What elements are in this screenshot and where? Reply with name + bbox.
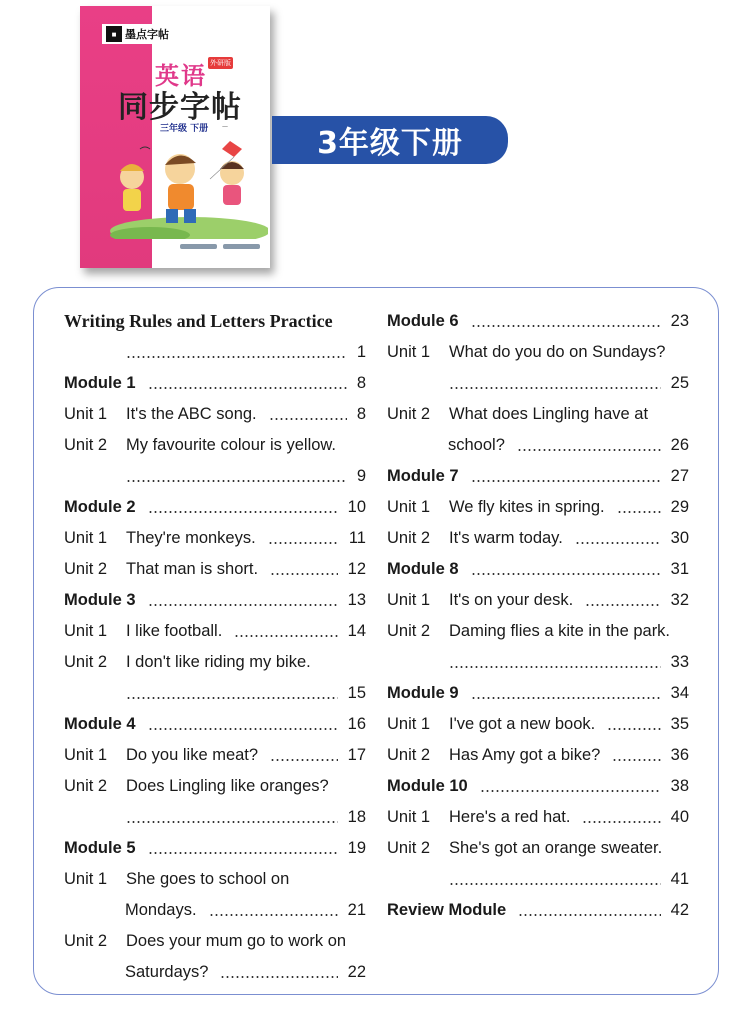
entry-title: Does Lingling like oranges? bbox=[126, 777, 329, 795]
leader-dots bbox=[471, 306, 661, 337]
section-title: Module 1 bbox=[64, 374, 136, 392]
toc-entry bbox=[64, 833, 366, 864]
publisher-logos bbox=[180, 244, 260, 250]
leader-dots bbox=[126, 678, 338, 709]
leader-dots bbox=[449, 647, 661, 678]
toc-entry bbox=[64, 461, 366, 492]
page-number: 19 bbox=[347, 839, 366, 857]
cover-title-line1: 英语 bbox=[155, 62, 207, 90]
page-number: 15 bbox=[347, 684, 366, 702]
toc-entry bbox=[64, 430, 366, 461]
toc-entry bbox=[387, 492, 689, 523]
page-number: 1 bbox=[356, 343, 366, 361]
toc-entry bbox=[387, 461, 689, 492]
unit-label: Unit 2 bbox=[64, 560, 108, 578]
page-number: 11 bbox=[348, 529, 366, 547]
leader-dots bbox=[585, 585, 660, 616]
entry-title: It's on your desk. bbox=[449, 591, 574, 609]
toc-entry bbox=[64, 926, 366, 957]
brand-name: 墨点字帖 bbox=[125, 28, 169, 41]
page-number: 26 bbox=[670, 436, 689, 454]
section-title: Module 2 bbox=[64, 498, 136, 516]
leader-dots bbox=[126, 461, 347, 492]
page-number: 30 bbox=[670, 529, 689, 547]
entry-title: Has Amy got a bike? bbox=[449, 746, 601, 764]
entry-title: Do you like meat? bbox=[126, 746, 259, 764]
toc-entry bbox=[387, 523, 689, 554]
leader-dots bbox=[126, 337, 347, 368]
unit-label: Unit 1 bbox=[387, 498, 431, 516]
section-title: Review Module bbox=[387, 901, 507, 919]
unit-label: Unit 2 bbox=[64, 436, 108, 454]
page-number: 8 bbox=[356, 405, 366, 423]
toc-entry bbox=[387, 647, 689, 678]
entry-title: It's the ABC song. bbox=[126, 405, 257, 423]
unit-label: Unit 2 bbox=[387, 529, 431, 547]
toc-entry bbox=[64, 771, 366, 802]
toc-entry bbox=[64, 306, 366, 337]
unit-label: Unit 2 bbox=[387, 746, 431, 764]
entry-title: She goes to school on bbox=[126, 870, 290, 888]
brand bbox=[102, 24, 173, 44]
page-number: 17 bbox=[347, 746, 366, 764]
toc-column-left bbox=[64, 288, 366, 988]
page-number: 18 bbox=[347, 808, 366, 826]
leader-dots bbox=[612, 740, 660, 771]
unit-label: Unit 1 bbox=[387, 808, 431, 826]
unit-label: Unit 2 bbox=[387, 405, 431, 423]
toc-entry bbox=[64, 368, 366, 399]
leader-dots bbox=[575, 523, 661, 554]
entry-title-continued: Mondays. bbox=[125, 901, 197, 919]
leader-dots bbox=[449, 368, 661, 399]
entry-title: We fly kites in spring. bbox=[449, 498, 605, 516]
toc-entry bbox=[64, 647, 366, 678]
leader-dots bbox=[148, 833, 338, 864]
leader-dots bbox=[148, 492, 338, 523]
toc-entry bbox=[387, 368, 689, 399]
leader-dots bbox=[471, 461, 661, 492]
entry-title: I've got a new book. bbox=[449, 715, 596, 733]
entry-title-continued: Saturdays? bbox=[125, 963, 209, 981]
toc-entry bbox=[64, 492, 366, 523]
page-number: 9 bbox=[356, 467, 366, 485]
entry-title: What does Lingling have at bbox=[449, 405, 649, 423]
page-number: 33 bbox=[670, 653, 689, 671]
toc-entry bbox=[387, 678, 689, 709]
page-number: 32 bbox=[670, 591, 689, 609]
toc-entry bbox=[387, 430, 689, 461]
toc-entry bbox=[64, 616, 366, 647]
toc-entry bbox=[387, 771, 689, 802]
unit-label: Unit 1 bbox=[64, 746, 108, 764]
leader-dots bbox=[270, 554, 338, 585]
section-title: Module 8 bbox=[387, 560, 459, 578]
cover-illustration bbox=[110, 139, 268, 239]
toc-entry bbox=[64, 523, 366, 554]
unit-label: Unit 1 bbox=[387, 715, 431, 733]
page-number: 13 bbox=[347, 591, 366, 609]
toc-entry bbox=[64, 709, 366, 740]
toc-entry bbox=[64, 585, 366, 616]
toc-entry bbox=[64, 957, 366, 988]
section-title: Module 5 bbox=[64, 839, 136, 857]
page-number: 34 bbox=[670, 684, 689, 702]
toc-entry bbox=[387, 306, 689, 337]
section-title: Module 4 bbox=[64, 715, 136, 733]
toc-entry bbox=[387, 337, 689, 368]
page-number: 41 bbox=[670, 870, 689, 888]
page-number: 35 bbox=[670, 715, 689, 733]
toc-entry bbox=[387, 833, 689, 864]
toc-entry bbox=[387, 709, 689, 740]
leader-dots bbox=[270, 740, 338, 771]
page-number: 23 bbox=[670, 312, 689, 330]
toc-entry bbox=[387, 399, 689, 430]
leader-dots bbox=[148, 709, 338, 740]
leader-dots bbox=[617, 492, 661, 523]
leader-dots bbox=[607, 709, 660, 740]
page-number: 38 bbox=[670, 777, 689, 795]
page-number: 22 bbox=[347, 963, 366, 981]
section-title: Module 7 bbox=[387, 467, 459, 485]
leader-dots bbox=[269, 399, 347, 430]
page-number: 21 bbox=[347, 901, 366, 919]
section-title: Writing Rules and Letters Practice bbox=[64, 311, 333, 331]
unit-label: Unit 1 bbox=[64, 405, 108, 423]
entry-title: Does your mum go to work on bbox=[126, 932, 347, 950]
page-number: 27 bbox=[670, 467, 689, 485]
page-number: 14 bbox=[347, 622, 366, 640]
page-number: 31 bbox=[670, 560, 689, 578]
entry-title: What do you do on Sundays? bbox=[449, 343, 666, 361]
entry-title: Daming flies a kite in the park. bbox=[449, 622, 671, 640]
page-number: 36 bbox=[670, 746, 689, 764]
page-number: 16 bbox=[347, 715, 366, 733]
page-number: 42 bbox=[670, 901, 689, 919]
page-number: 25 bbox=[670, 374, 689, 392]
toc-entry bbox=[387, 554, 689, 585]
page-number: 40 bbox=[670, 808, 689, 826]
leader-dots bbox=[234, 616, 337, 647]
leader-dots bbox=[480, 771, 661, 802]
toc-column-right bbox=[387, 288, 689, 926]
page-number: 29 bbox=[670, 498, 689, 516]
unit-label: Unit 1 bbox=[64, 870, 108, 888]
leader-dots bbox=[517, 430, 661, 461]
section-title: Module 10 bbox=[387, 777, 468, 795]
entry-title: She's got an orange sweater. bbox=[449, 839, 663, 857]
page-number: 12 bbox=[347, 560, 366, 578]
toc-entry bbox=[387, 895, 689, 926]
unit-label: Unit 1 bbox=[64, 529, 108, 547]
leader-dots bbox=[209, 895, 338, 926]
unit-label: Unit 2 bbox=[64, 932, 108, 950]
toc-entry bbox=[64, 895, 366, 926]
entry-title: My favourite colour is yellow. bbox=[126, 436, 336, 454]
leader-dots bbox=[518, 895, 660, 926]
toc-entry bbox=[387, 616, 689, 647]
unit-label: Unit 2 bbox=[387, 839, 431, 857]
toc-entry bbox=[387, 740, 689, 771]
unit-label: Unit 2 bbox=[64, 777, 108, 795]
section-title: Module 9 bbox=[387, 684, 459, 702]
edition-badge: 外研版 bbox=[208, 57, 233, 69]
leader-dots bbox=[148, 585, 338, 616]
entry-title: Here's a red hat. bbox=[449, 808, 571, 826]
toc-entry bbox=[64, 740, 366, 771]
leader-dots bbox=[220, 957, 337, 988]
brand-logo-icon: ■ bbox=[106, 26, 122, 42]
leader-dots bbox=[268, 523, 339, 554]
toc-entry bbox=[64, 678, 366, 709]
unit-label: Unit 1 bbox=[64, 622, 108, 640]
leader-dots bbox=[471, 678, 661, 709]
book-cover bbox=[80, 6, 270, 268]
entry-title: They're monkeys. bbox=[126, 529, 256, 547]
entry-title: I don't like riding my bike. bbox=[126, 653, 311, 671]
grade-label: 3年级下册 bbox=[272, 116, 508, 164]
toc-entry bbox=[387, 802, 689, 833]
entry-title: That man is short. bbox=[126, 560, 259, 578]
cover-author: — bbox=[222, 123, 228, 130]
entry-title: It's warm today. bbox=[449, 529, 563, 547]
table-of-contents bbox=[33, 287, 719, 995]
entry-title-continued: school? bbox=[448, 436, 505, 454]
toc-entry bbox=[64, 399, 366, 430]
unit-label: Unit 1 bbox=[387, 591, 431, 609]
unit-label: Unit 2 bbox=[64, 653, 108, 671]
toc-entry bbox=[387, 585, 689, 616]
page-number: 10 bbox=[347, 498, 366, 516]
leader-dots bbox=[148, 368, 347, 399]
cover-title-line2: 同步字帖 bbox=[118, 90, 242, 125]
leader-dots bbox=[471, 554, 661, 585]
toc-entry bbox=[387, 864, 689, 895]
toc-entry bbox=[64, 554, 366, 585]
toc-entry bbox=[64, 337, 366, 368]
leader-dots bbox=[126, 802, 338, 833]
page-number: 8 bbox=[356, 374, 366, 392]
entry-title: I like football. bbox=[126, 622, 223, 640]
cover-grade: 三年级 下册 bbox=[160, 124, 209, 134]
leader-dots bbox=[582, 802, 660, 833]
toc-entry bbox=[64, 802, 366, 833]
unit-label: Unit 2 bbox=[387, 622, 431, 640]
section-title: Module 6 bbox=[387, 312, 459, 330]
section-title: Module 3 bbox=[64, 591, 136, 609]
toc-entry bbox=[64, 864, 366, 895]
leader-dots bbox=[449, 864, 661, 895]
unit-label: Unit 1 bbox=[387, 343, 431, 361]
